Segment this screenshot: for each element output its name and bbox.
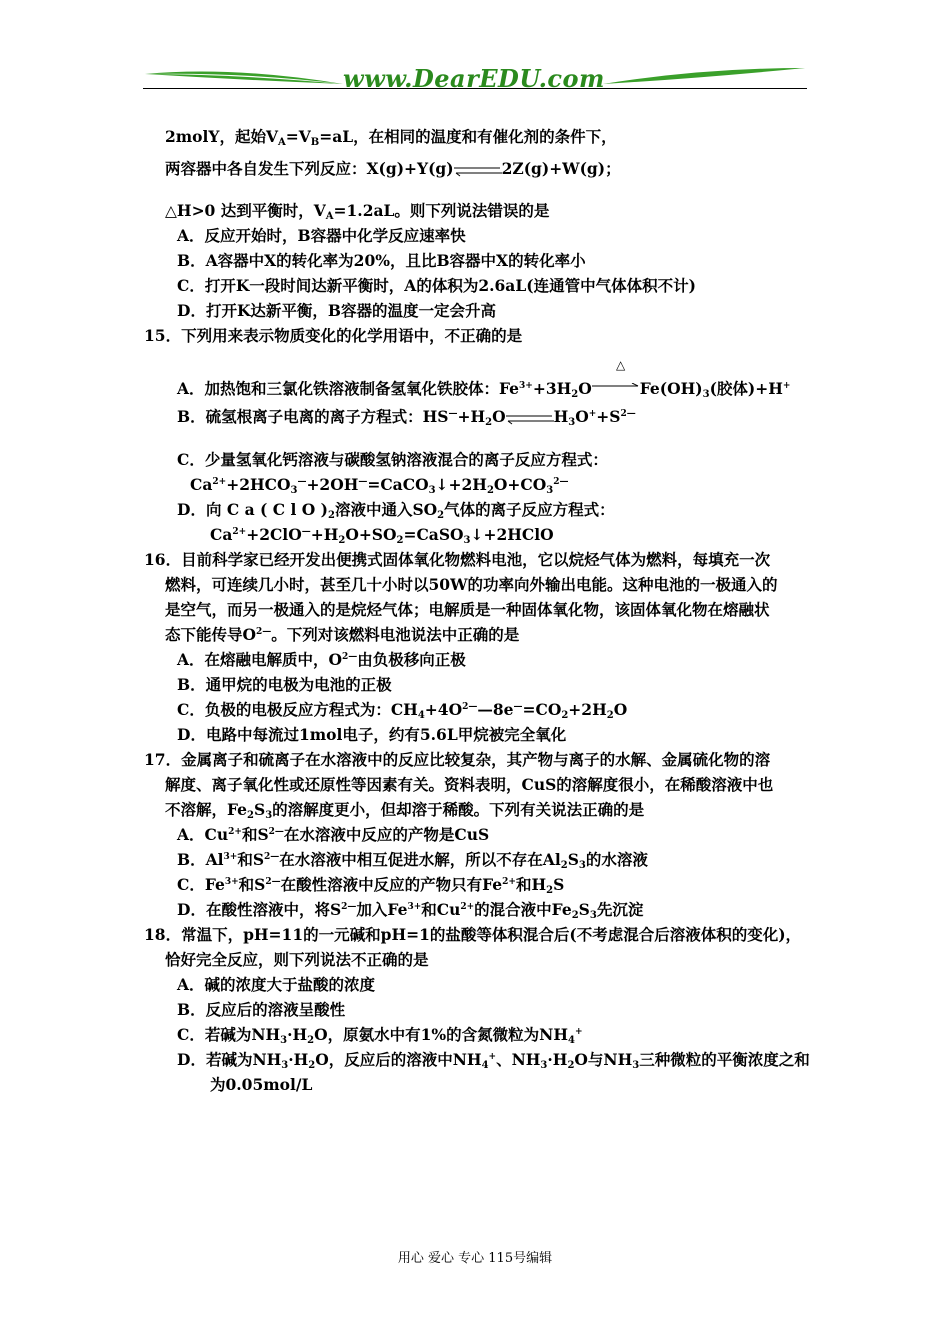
q16-line1: 16．目前科学家已经开发出便携式固体氧化物燃料电池，它以烷烃气体为燃料，每填充一次 [144, 550, 771, 569]
q17-line3: 不溶解，$Fe_2S_3$的溶解度更小，但却溶于稀酸。下列有关说法正确的是 [165, 800, 645, 821]
q18-option-c: C．若碱为$NH_3\cdot H_2O$，原氨水中有1%的含氮微粒为$NH_4^+$ [177, 1025, 583, 1046]
q14-line2: 两容器中各自发生下列反应：X(g)+Y(g) 2Z(g)+W(g)； [165, 159, 621, 178]
q14-line3: △H>0 达到平衡时，$V_A=1.2aL$。则下列说法错误的是 [165, 201, 550, 222]
q16-line2: 燃料，可连续几小时，甚至几十小时以50W的功率向外输出电能。这种电池的一极通入的 [165, 575, 778, 594]
q18-line2: 恰好完全反应，则下列说法不正确的是 [165, 950, 429, 969]
q17-option-b: B．$Al^{3+}$和$S^{2—}$在水溶液中相互促进水解，所以不存在$Al_2S_3$的水溶液 [177, 850, 648, 871]
q15-option-c-equation: $Ca^{2+}+2HCO_3^—+2OH^—=CaCO_3↓+2H_2O+CO_3^{2—}$ [190, 475, 569, 496]
q14-option-b: B．A容器中X的转化率为20%，且比B容器中X的转化率小 [177, 251, 586, 270]
q17-option-c: C．$Fe^{3+}$和$S^{2—}$在酸性溶液中反应的产物只有$Fe^{2+}$和$H_2S$ [177, 875, 565, 896]
q17-option-d: D．在酸性溶液中，将$S^{2—}$加入$Fe^{3+}$和$Cu^{2+}$的混合液中$Fe_2S_3$先沉淀 [177, 900, 644, 921]
q16-option-c: C．负极的电极反应方程式为：$CH_4+4O^{2—}—8e^—=CO_2+2H_2O$ [177, 700, 628, 721]
q15-option-b: B．硫氢根离子电离的离子方程式：$HS^—+H_2O$ $H_3O^++S^{2—}$ [177, 407, 636, 428]
q17-line2: 解度、离子氧化性或还原性等因素有关。资料表明，CuS的溶解度很小，在稀酸溶液中也 [165, 775, 774, 794]
q14-line1: 2molY，起始$V_A=V_B=aL$，在相同的温度和有催化剂的条件下， [165, 127, 617, 148]
q14-option-c: C．打开K一段时间达新平衡时，A的体积为2.6aL(连通管中气体体积不计) [177, 276, 696, 295]
equilibrium-arrow-icon [592, 383, 640, 397]
q14-option-a: A．反应开始时，B容器中化学反应速率快 [177, 226, 466, 245]
q18-option-b: B．反应后的溶液呈酸性 [177, 1000, 346, 1019]
q15-option-a: A．加热饱和三氯化铁溶液制备氢氧化铁胶体：$Fe^{3+}+3H_2O$ $Fe(OH)_3$(胶体)+H+ [177, 379, 791, 400]
q18-line1: 18．常温下，pH=11的一元碱和pH=1的盐酸等体积混合后(不考虑混合后溶液体积的变化)， [144, 925, 802, 944]
q16-option-a: A．在熔融电解质中，$O^{2—}$由负极移向正极 [177, 650, 466, 669]
equilibrium-arrow-icon [506, 411, 554, 425]
q16-option-b: B．通甲烷的电极为电池的正极 [177, 675, 392, 694]
q16-line4: 态下能传导$O^{2—}$。下列对该燃料电池说法中正确的是 [165, 625, 520, 644]
q15-option-d-equation: $Ca^{2+}+2ClO^—+H_2O+SO_2=CaSO_3↓+2HClO$ [210, 525, 554, 546]
q15-stem: 15．下列用来表示物质变化的化学用语中，不正确的是 [144, 326, 523, 345]
q16-option-d: D．电路中每流过1mol电子，约有5.6L甲烷被完全氧化 [177, 725, 567, 744]
q15-option-d: D．向 C a ( C l O )$_2$溶液中通入$SO_2$气体的离子反应方程式： [177, 500, 615, 521]
equilibrium-arrow-icon [454, 163, 502, 177]
q16-line3: 是空气，而另一极通入的是烷烃气体；电解质是一种固体氧化物，该固体氧化物在熔融状 [165, 600, 770, 619]
q17-line1: 17．金属离子和硫离子在水溶液中的反应比较复杂，其产物与离子的水解、金属硫化物的溶 [144, 750, 771, 769]
q18-option-d: D．若碱为$NH_3\cdot H_2O$，反应后的溶液中$NH_4^+$、$NH_3\cdot H_2O$与$NH_3$三种微粒的平衡浓度之和 [177, 1050, 810, 1071]
heat-symbol: △ [616, 358, 626, 372]
q18-option-d-cont: 为0.05mol/L [210, 1075, 313, 1094]
q14-option-d: D．打开K达新平衡，B容器的温度一定会升高 [177, 301, 497, 320]
q17-option-a: A．$Cu^{2+}$和$S^{2—}$在水溶液中反应的产物是CuS [177, 825, 490, 844]
site-logo[interactable]: www.DearEDU.com [343, 64, 605, 93]
header-rule [143, 88, 807, 89]
q15-option-c: C．少量氢氧化钙溶液与碳酸氢钠溶液混合的离子反应方程式： [177, 450, 608, 469]
q18-option-a: A．碱的浓度大于盐酸的浓度 [177, 975, 376, 994]
page-footer: 用心 爱心 专心 115号编辑 [397, 1251, 553, 1266]
site-header [143, 62, 807, 92]
